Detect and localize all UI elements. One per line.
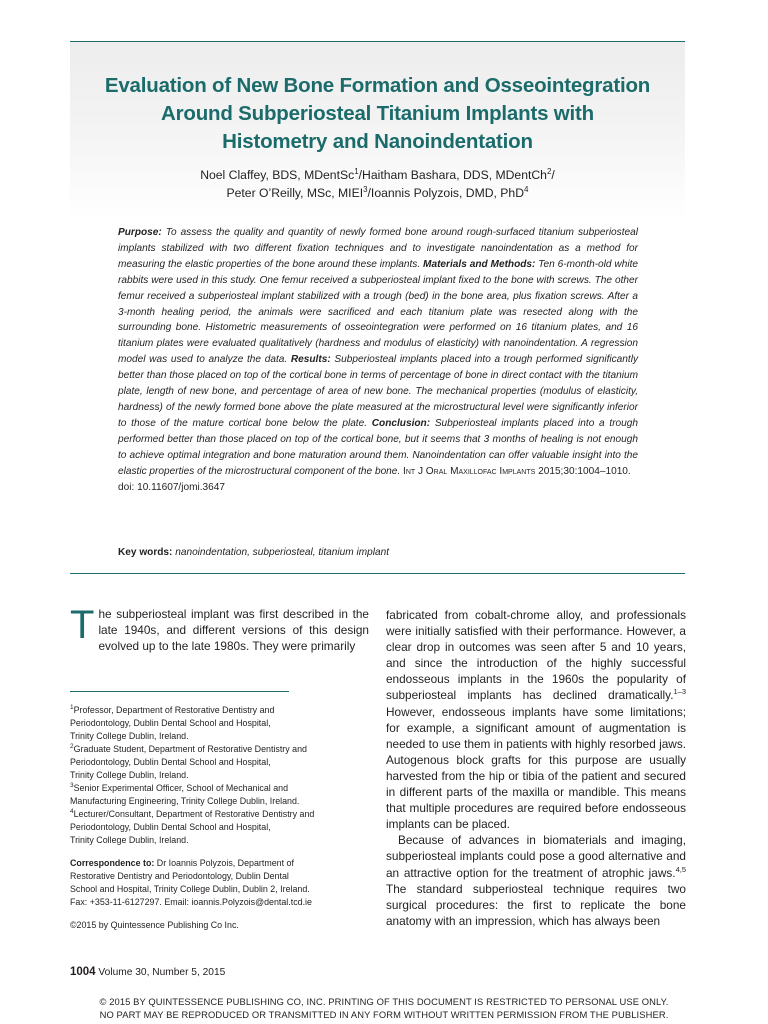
affiliation-line: Trinity College Dublin, Ireland. (70, 770, 189, 780)
keywords (118, 546, 638, 560)
intro-paragraph (70, 603, 369, 654)
volume-info: Volume 30, Number 5, 2015 (95, 967, 226, 978)
drop-cap: T (70, 603, 95, 647)
affiliation-line: Trinity College Dublin, Ireland. (70, 731, 189, 741)
correspondence: Correspondence to: Dr Ioannis Polyzois, Department of (70, 858, 294, 868)
right-column (386, 607, 686, 929)
affiliation-item: $^1$Professor, Department of Restorative Dentistry and (70, 704, 275, 715)
author-line: Peter O’Reilly, MSc, MIEI$^3$/Ioannis Polyzois, DMD, PhD$^4$ (226, 184, 529, 200)
keywords-text: nanoindentation, subperiosteal, titanium implant (172, 547, 390, 558)
correspondence-line: School and Hospital, Trinity College Dublin, Dublin 2, Ireland. (70, 884, 310, 894)
section-rule (70, 573, 685, 574)
conclusion-label: Conclusion: (371, 417, 431, 429)
affiliation-line: Trinity College Dublin, Ireland. (70, 835, 189, 845)
citation-details: 2015;30:1004–1010. (535, 465, 631, 477)
author-line: Noel Claffey, BDS, MDentSc$^1$/Haitham Bashara, DDS, MDentCh$^2$/ (200, 166, 555, 182)
doi: doi: 10.11607/jomi.3647 (118, 481, 225, 493)
copyright-line: © 2015 BY QUINTESSENCE PUBLISHING CO, INC. PRINTING OF THIS DOCUMENT IS RESTRICTED TO PERSONAL USE ONLY. (99, 996, 669, 1007)
footnote-rule (70, 691, 289, 692)
intro-text: he subperiosteal implant was first described in the late 1940s, and different versions of this design evolved up to the late 1980s. They were primarily (98, 607, 369, 654)
purpose-text: To assess the quality and quantity of newly formed bone around rough-surfaced titanium subperiosteal implants stabilized with two different fixation techniques and to investigate nanoindentation as a method for measuring the elastic properties of the bone around these implants. (118, 227, 638, 270)
correspondence-line: Restorative Dentistry and Periodontology, Dublin Dental (70, 871, 289, 881)
methods-text: Ten 6-month-old white rabbits were used in this study. One femur received a subperiosteal implant fixed to the bone with screws. The other femur received a subperiosteal implant stabilized with a trough (bed) in the bone area, plus fixation screws. After a 3-month healing period, the animals were sacrificed and each titanium plate was resected along with the surrounding bone. Histometric measurements of osseointegration were performed on 16 titanium plates, and 16 titanium plates were evaluated qualitatively (hardness and modulus of elasticity) with nanoindentation. A regression model was used to analyze the data. (118, 258, 638, 366)
copyright-line: NO PART MAY BE REPRODUCED OR TRANSMITTED IN ANY FORM WITHOUT WRITTEN PERMISSION FROM THE PUBLISHER. (99, 1008, 669, 1020)
conclusion-text: Subperiosteal implants placed into a trough performed better than those placed on top of the cortical bone, but it seems that 3 months of healing is not enough to achieve optimal integration and bone maturation around them. Nanoindentation can offer valuable insight into the elastic properties of the microstructural component of the bone. (118, 417, 639, 477)
body-paragraph: Because of advances in biomaterials and imaging, subperiosteal implants could pose a good alternative and an attractive option for the treatment of atrophic jaws.$^{4,5}$ The standard subperiosteal technique requires two surgical procedures: the first to replicate the bone anatomy with an impression, which has always been (386, 833, 686, 928)
results-text: Subperiosteal implants placed into a trough performed significantly better than those placed on top of the cortical bone in terms of percentage of bone in direct contact with the titanium plate, length of new bone, and percentage of area of new bone. The mechanical properties (modulus of elasticity, hardness) of the newly formed bone above the plate measured at the microstructural level were significantly inferior to those of the mature cortical bone below the plate. (118, 354, 638, 429)
page-footer (70, 966, 225, 978)
affiliation-item: $^2$Graduate Student, Department of Restorative Dentistry and (70, 743, 307, 754)
methods-label: Materials and Methods: (423, 258, 536, 270)
affiliations (70, 704, 370, 932)
affiliation-line: Periodontology, Dublin Dental School and Hospital, (70, 718, 271, 728)
journal-citation: Int J Oral Maxillofac Implants (403, 465, 536, 477)
page-number: 1004 (70, 966, 96, 978)
purpose-label: Purpose: (118, 227, 162, 238)
title-line: Histometry and Nanoindentation (222, 130, 533, 153)
keywords-label: Key words: (118, 547, 173, 558)
author-list (70, 166, 685, 202)
correspondence-line: Fax: +353-11-6127297. Email: ioannis.Polyzois@dental.tcd.ie (70, 897, 312, 907)
results-label: Results: (290, 354, 331, 366)
article-title (70, 72, 685, 156)
affiliation-line: Periodontology, Dublin Dental School and Hospital, (70, 757, 271, 767)
affiliation-line: Periodontology, Dublin Dental School and Hospital, (70, 822, 271, 832)
abstract (118, 225, 638, 495)
affiliation-item: $^4$Lecturer/Consultant, Department of Restorative Dentistry and (70, 808, 315, 819)
title-line: Evaluation of New Bone Formation and Osseointegration (104, 74, 651, 97)
affiliation-line: Manufacturing Engineering, Trinity College Dublin, Ireland. (70, 796, 300, 806)
body-paragraph: fabricated from cobalt-chrome alloy, and professionals were initially satisfied with their performance. However, a clear drop in outcomes was seen after 5 and 10 years, and since the introduction of the highly successful endosseous implants in the 1960s the popularity of subperiosteal implants has declined dramatically.$^{1-3}$ However, endosseous implants have some limitations; for example, a significant amount of augmentation is needed to use them in patients with highly resorbed jaws. Autogenous block grafts for this purpose are usually harvested from the hip or tibia of the patient and secured in different parts of the maxilla or mandible. This means that multiple procedures are required before endosseous implants can be placed. (386, 608, 686, 832)
copyright-notice (0, 996, 768, 1021)
title-line: Around Subperiosteal Titanium Implants with (161, 102, 594, 125)
publisher-note: ©2015 by Quintessence Publishing Co Inc. (70, 920, 239, 930)
affiliation-item: $^3$Senior Experimental Officer, School of Mechanical and (70, 782, 289, 793)
